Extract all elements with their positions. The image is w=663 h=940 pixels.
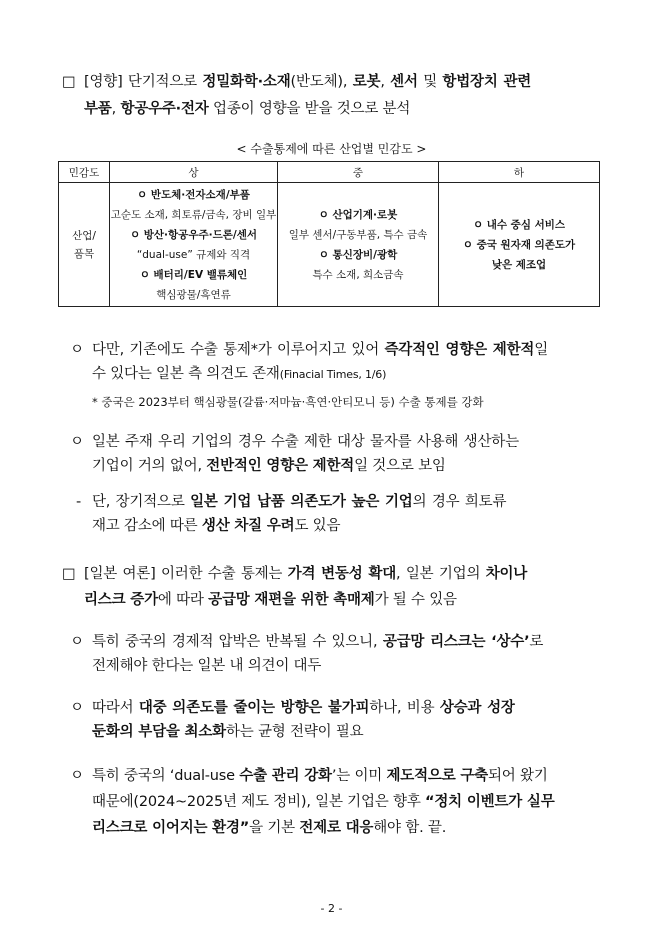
text-run: 전제해야 한다는 일본 내 의견이 대두 [92, 658, 322, 674]
text-run: 특히 중국의 경제적 압박은 반복될 수 있으니, [92, 634, 383, 650]
b6-line2 [92, 790, 622, 815]
b4-line2 [92, 654, 622, 679]
b5-bullet: ㅇ [70, 700, 84, 716]
text-run: 에 따라 [157, 592, 209, 608]
text-run: 수 있다는 일본 측 의견도 존재 [92, 366, 280, 382]
text-run: 때문에(2024~2025년 제도 정비), 일본 기업은 향후 [92, 794, 426, 810]
section2-line1 [84, 562, 614, 587]
table-cell-line: ㅇ 내수 중심 서비스 [472, 218, 566, 231]
table-cell-line: ㅇ 산업기계·로봇 [318, 208, 398, 221]
b6-line3 [92, 816, 622, 841]
text-run: 가 될 수 있음 [374, 592, 457, 608]
text-run: , 일본 기업의 [396, 566, 486, 582]
bold-text-run: 둔화의 부담을 최소화 [92, 724, 226, 740]
b3-bullet: - [76, 494, 82, 510]
table-cell-line: ㅇ 배터리/EV 밸류체인 [139, 268, 248, 281]
bold-text-run: 공급망 재편을 위한 촉매제 [208, 592, 375, 608]
b6-bullet: ㅇ [70, 768, 84, 784]
bold-text-run: 생산 차질 우려 [201, 518, 295, 534]
text-run: , [111, 101, 121, 117]
bold-text-run: 가격 변동성 확대 [287, 566, 397, 582]
b1-line1 [92, 338, 622, 363]
text-run: 따라서 [92, 700, 139, 716]
table-cell-line: ㅇ 중국 원자재 의존도가 [462, 238, 576, 251]
table-cell-line: 일부 센서/구동부품, 특수 금속 [288, 228, 428, 241]
text-run: 특히 중국의 ‘dual-use [92, 768, 240, 784]
bold-text-run: 리스크 증가 [84, 592, 158, 608]
bold-text-run: 전반적인 영향은 제한적 [206, 458, 355, 474]
b3-line1 [92, 490, 622, 515]
table-cell-line: 고순도 소재, 희토류/금속, 장비 일부 [110, 208, 277, 221]
text-run: 하는 균형 전략이 필요 [225, 724, 364, 740]
header-sensitivity: 민감도 [59, 162, 110, 183]
bold-text-run: 즉각적인 영향은 제한적 [384, 342, 535, 358]
bold-text-run: 전제로 대응 [299, 820, 374, 836]
table-cell-line: ㅇ 반도체·전자소재/부품 [137, 188, 250, 201]
text-run: , [380, 74, 391, 90]
b1-footnote: * 중국은 2023부터 핵심광물(갈륨·저마늄·흑연·안티모니 등) 수출 통제를 강화 [92, 395, 484, 409]
text-run: (Finacial Times, 1/6) [279, 368, 387, 381]
bold-text-run: 정밀화학·소재 [202, 74, 291, 90]
table-cell-line: 특수 소재, 희소금속 [312, 268, 404, 281]
text-run: 단, 장기적으로 [92, 494, 191, 510]
table-cell-line: 낮은 제조업 [491, 258, 547, 271]
bold-text-run: 항법장치 관련 [442, 74, 532, 90]
b6-line1 [92, 764, 622, 789]
text-run: 및 [417, 74, 443, 90]
table-cell-line: ㅇ 통신장비/광학 [318, 248, 398, 261]
section2-box: □ [62, 566, 76, 582]
b2-line2 [92, 454, 622, 479]
cell-low [439, 183, 600, 307]
bold-text-run: 차이나 [485, 566, 528, 582]
b4-line1 [92, 630, 622, 655]
text-run: 을 기본 [249, 820, 300, 836]
bold-text-run: 로봇 [352, 74, 381, 90]
cell-high [110, 183, 278, 307]
b1-line2 [92, 362, 622, 387]
text-run: ’는 이미 [331, 768, 387, 784]
text-run: 업종이 영향을 받을 것으로 분석 [208, 101, 411, 117]
text-run: 일 [534, 342, 549, 358]
section1-line1 [84, 70, 614, 95]
header-mid: 중 [278, 162, 439, 183]
cell-mid [278, 183, 439, 307]
bold-text-run: 대중 의존도를 줄이는 방향은 불가피 [138, 700, 370, 716]
text-run: 다만, 기존에도 수출 통제*가 이루어지고 있어 [92, 342, 385, 358]
text-run: 기업이 거의 없어, [92, 458, 207, 474]
text-run: [일본 여론] 이러한 수출 통제는 [84, 566, 288, 582]
text-run: 하나, 비용 [369, 700, 440, 716]
bold-text-run: 항공우주·전자 [120, 101, 209, 117]
b4-bullet: ㅇ [70, 634, 84, 650]
b2-bullet: ㅇ [70, 434, 84, 450]
table-cell-line: ㅇ 방산·항공우주·드론/센서 [129, 228, 258, 241]
b1-bullet: ㅇ [70, 342, 84, 358]
table-title: < 수출통제에 따른 산업별 민감도 > [236, 142, 427, 156]
bold-text-run: 제도적으로 구축 [386, 768, 488, 784]
row-label: 산업/ 품목 [59, 183, 110, 307]
text-run: [영향] 단기적으로 [84, 74, 203, 90]
bold-text-run: 공급망 리스크는 ‘상수’ [382, 634, 530, 650]
text-run: 해야 함. 끝. [373, 820, 447, 836]
header-high: 상 [110, 162, 278, 183]
section2-line2 [84, 588, 614, 613]
sensitivity-table [58, 161, 600, 307]
text-run: 재고 감소에 따른 [92, 518, 202, 534]
table-cell-line: 핵심광물/흑연류 [156, 288, 231, 301]
bold-text-run: “정치 이벤트가 실무 [425, 794, 555, 810]
text-run: 일본 주재 우리 기업의 경우 수출 제한 대상 물자를 사용해 생산하는 [92, 434, 519, 450]
b2-line1 [92, 430, 622, 455]
b5-line2 [92, 720, 622, 745]
bold-text-run: 부품 [84, 101, 112, 117]
section1-box: □ [62, 74, 76, 90]
bold-text-run: 센서 [390, 74, 418, 90]
text-run: 의 경우 희토류 [412, 494, 507, 510]
bold-text-run: 리스크로 이어지는 환경” [92, 820, 250, 836]
bold-text-run: 상승과 성장 [439, 700, 515, 716]
text-run: (반도체), [290, 74, 353, 90]
bold-text-run: 일본 기업 납품 의존도가 높은 기업 [190, 494, 413, 510]
table-cell-line: “dual-use” 규제와 직격 [136, 248, 251, 261]
header-low: 하 [439, 162, 600, 183]
b5-line1 [92, 696, 622, 721]
section1-line2 [84, 97, 614, 122]
text-run: 되어 왔기 [487, 768, 548, 784]
page-number: - 2 - [320, 902, 343, 915]
bold-text-run: 수출 관리 강화 [239, 768, 332, 784]
text-run: 일 것으로 보임 [354, 458, 446, 474]
text-run: 도 있음 [294, 518, 341, 534]
b3-line2 [92, 514, 622, 539]
text-run: 로 [529, 634, 544, 650]
